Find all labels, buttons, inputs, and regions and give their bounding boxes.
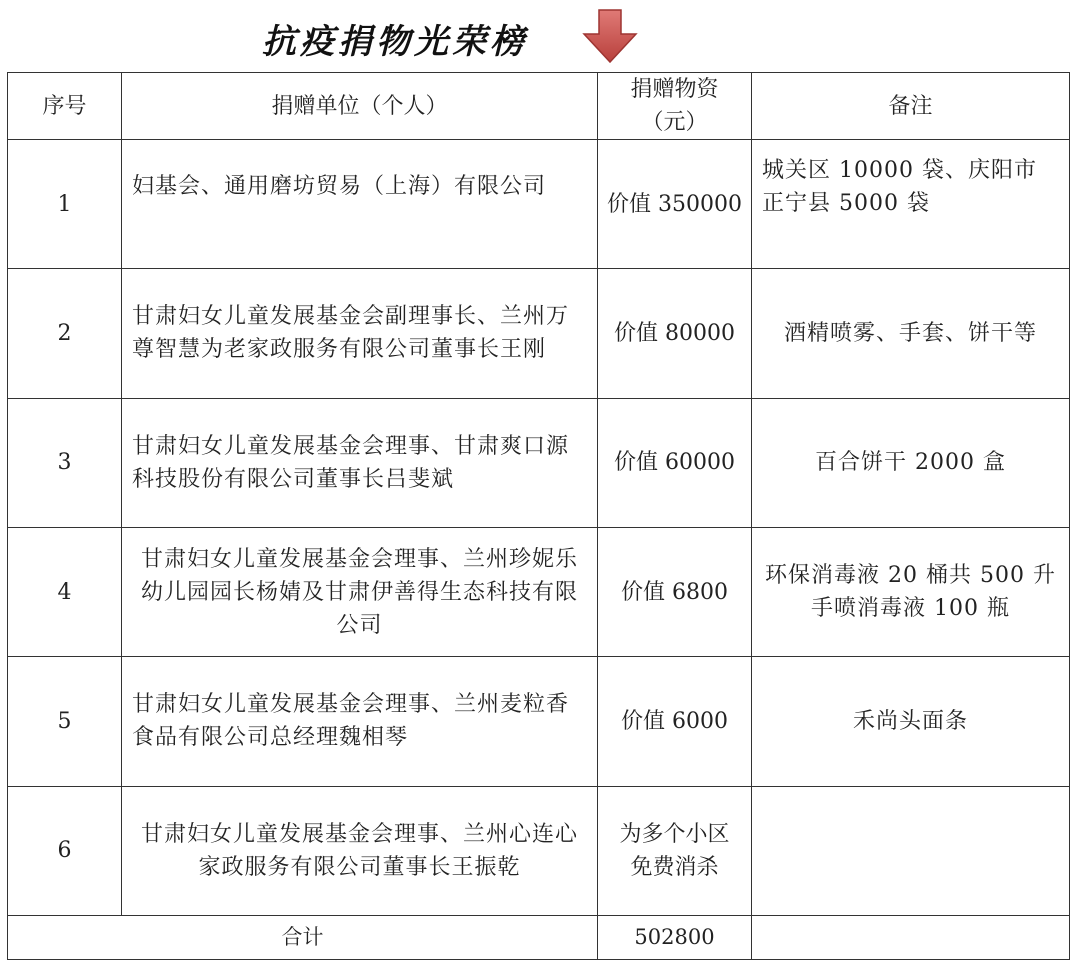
note-cell: 环保消毒液 20 桶共 500 升手喷消毒液 100 瓶	[752, 527, 1070, 656]
page-title: 抗疫捐物光荣榜	[262, 22, 528, 62]
note-cell: 酒精喷雾、手套、饼干等	[752, 269, 1070, 398]
value-cell: 价值 60000	[598, 398, 752, 527]
value-cell: 价值 6000	[598, 657, 752, 786]
donor-cell: 甘肃妇女儿童发展基金会理事、兰州珍妮乐幼儿园园长杨婧及甘肃伊善得生态科技有限公司	[122, 527, 598, 656]
total-note-cell	[752, 915, 1070, 959]
note-cell: 百合饼干 2000 盒	[752, 398, 1070, 527]
value-cell: 价值 6800	[598, 527, 752, 656]
donor-cell: 甘肃妇女儿童发展基金会理事、甘肃爽口源科技股份有限公司董事长吕斐斌	[122, 398, 598, 527]
total-row	[8, 915, 1070, 959]
row-number: 1	[8, 140, 122, 269]
donor-cell: 甘肃妇女儿童发展基金会理事、兰州麦粒香食品有限公司总经理魏相琴	[122, 657, 598, 786]
column-header-donor: 捐赠单位（个人）	[122, 73, 598, 140]
table-header-row	[8, 73, 1070, 140]
note-cell: 禾尚头面条	[752, 657, 1070, 786]
down-arrow-icon	[582, 8, 638, 64]
note-cell	[752, 786, 1070, 915]
row-number: 5	[8, 657, 122, 786]
row-number: 6	[8, 786, 122, 915]
donor-cell: 甘肃妇女儿童发展基金会副理事长、兰州万尊智慧为老家政服务有限公司董事长王刚	[122, 269, 598, 398]
table-row	[8, 398, 1070, 527]
row-number: 3	[8, 398, 122, 527]
table-row	[8, 786, 1070, 915]
table-row	[8, 527, 1070, 656]
value-cell: 为多个小区免费消杀	[598, 786, 752, 915]
row-number: 2	[8, 269, 122, 398]
column-header-note: 备注	[752, 73, 1070, 140]
title-bar	[0, 0, 1076, 72]
donor-cell: 甘肃妇女儿童发展基金会理事、兰州心连心家政服务有限公司董事长王振乾	[122, 786, 598, 915]
table-row	[8, 269, 1070, 398]
note-cell: 城关区 10000 袋、庆阳市正宁县 5000 袋	[752, 140, 1070, 269]
donation-table	[7, 72, 1070, 960]
row-number: 4	[8, 527, 122, 656]
column-header-value: 捐赠物资（元）	[598, 73, 752, 140]
donor-cell: 妇基会、通用磨坊贸易（上海）有限公司	[122, 140, 598, 269]
total-value: 502800	[598, 915, 752, 959]
table-row	[8, 657, 1070, 786]
value-cell: 价值 350000	[598, 140, 752, 269]
table-row	[8, 140, 1070, 269]
column-header-no: 序号	[8, 73, 122, 140]
total-label: 合计	[8, 915, 598, 959]
value-cell: 价值 80000	[598, 269, 752, 398]
